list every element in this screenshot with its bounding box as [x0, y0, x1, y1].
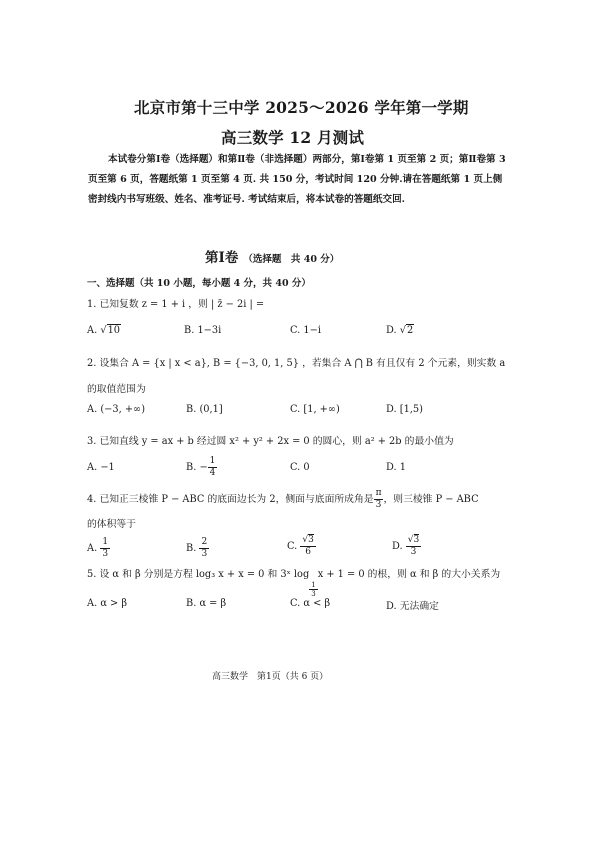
- q2-option-d-text: [1,5): [399, 404, 423, 415]
- q3-option-b: [186, 456, 217, 479]
- q3-option-a-text: −1: [100, 462, 115, 473]
- q4-option-d-fraction: $\frac{√3}{3}$: [407, 535, 420, 557]
- q1-option-a-label: A.: [87, 325, 98, 336]
- q5-log-base: $\frac{1}{3}$: [311, 581, 316, 598]
- q4-option-b-label: B.: [186, 543, 197, 554]
- q5-option-a-text: α > β: [100, 598, 128, 609]
- q5-stem-part1: 5. 设 α 和 β 分别是方程 log₃ x + x = 0 和 3ˣ log: [87, 569, 310, 580]
- q2-option-c-text: [1, +∞): [303, 404, 340, 415]
- exam-title-line1: 北京市第十三中学 2025～2026 学年第一学期: [134, 98, 469, 117]
- part1-title: 第Ⅰ卷: [205, 250, 239, 266]
- q4-stem-part2: ，则三棱锥 P − ABC: [383, 494, 479, 505]
- exam-title-line2: 高三数学 12 月测试: [221, 128, 365, 147]
- q1-option-b-text: 1−3i: [197, 325, 222, 336]
- q2-option-b: [186, 404, 223, 415]
- q3-option-d: [386, 462, 406, 473]
- q4-option-d-label: D.: [392, 541, 403, 552]
- q3-option-b-fraction: $\frac{1}{4}$: [209, 456, 216, 478]
- question-2-stem-cont: 的取值范围为: [87, 384, 146, 395]
- q3-option-d-text: 1: [399, 462, 406, 473]
- q1-option-c: [290, 325, 321, 336]
- q5-option-c: [290, 598, 330, 609]
- q1-option-c-label: C.: [290, 325, 301, 336]
- q5-option-b-text: α = β: [199, 598, 227, 609]
- q1-option-d-sqrt: √2: [399, 325, 414, 336]
- q4-option-c: [287, 535, 316, 558]
- question-3-stem: 3. 已知直线 y = ax + b 经过圆 x² + y² + 2x = 0 的圆心，则 a² + 2b 的最小值为: [87, 436, 454, 447]
- q2-option-b-label: B.: [186, 404, 197, 415]
- q4-option-c-label: C.: [287, 541, 298, 552]
- q1-option-b: [184, 325, 221, 336]
- page-footer: 高三数学 第1页（共 6 页）: [212, 672, 329, 682]
- q5-option-a-label: A.: [87, 598, 98, 609]
- q1-option-a: [87, 325, 121, 336]
- q1-option-d-label: D.: [386, 325, 397, 336]
- q3-option-c-label: C.: [290, 462, 301, 473]
- q2-option-d: [386, 404, 423, 415]
- q3-option-b-sign: −: [199, 462, 208, 473]
- q1-option-c-text: 1−i: [303, 325, 321, 336]
- q3-option-a: [87, 462, 115, 473]
- q3-option-c-text: 0: [303, 462, 310, 473]
- q4-option-a: [87, 537, 110, 560]
- q5-option-b-label: B.: [186, 598, 197, 609]
- q1-option-a-sqrt: √10: [100, 325, 121, 336]
- q1-option-b-label: B.: [184, 325, 195, 336]
- part1-heading: [205, 246, 339, 266]
- q3-option-d-label: D.: [386, 462, 397, 473]
- section1-heading: 一、选择题（共 10 小题，每小题 4 分，共 40 分）: [87, 278, 311, 289]
- q5-option-d-label: D.: [386, 601, 397, 612]
- question-5-stem: [87, 566, 500, 598]
- q2-option-a-label: A.: [87, 404, 98, 415]
- question-1-stem: 1. 已知复数 z = 1 + i ，则 | z̄ − 2i | =: [87, 299, 265, 310]
- q1-option-d: [386, 325, 414, 336]
- q5-option-a: [87, 598, 127, 609]
- q4-option-a-fraction: $\frac{1}{3}$: [102, 537, 109, 559]
- q4-option-c-fraction: $\frac{√3}{6}$: [302, 535, 314, 557]
- q4-option-a-label: A.: [87, 543, 98, 554]
- q4-option-b: [186, 537, 209, 560]
- q5-option-b: [186, 598, 226, 609]
- exam-instructions: 本试卷分第Ⅰ卷（选择题）和第Ⅱ卷（非选择题）两部分，第Ⅰ卷第 1 页至第 2 页；第Ⅱ卷第 3 页至第 6 页，答题纸第 1 页至第 4 页. 共 150 分，考试时间 120 分钟.请在答题纸第 1 页上侧密封线内书写班级、姓名、准考证号. 考试结束后，将本试卷的答题纸交回.: [88, 154, 506, 205]
- q4-option-d: [392, 535, 421, 558]
- question-4-stem-cont: 的体积等于: [87, 519, 136, 530]
- q4-option-b-fraction: $\frac{2}{3}$: [201, 537, 208, 559]
- q2-option-a: [87, 404, 145, 415]
- q4-stem-part1: 4. 已知正三棱锥 P − ABC 的底面边长为 2，侧面与底面所成角是: [87, 494, 374, 505]
- q2-option-b-text: (0,1]: [199, 404, 223, 415]
- question-2-stem: 2. 设集合 A = {x | x < a}, B = {−3, 0, 1, 5} ，若集合 A ⋂ B 有且仅有 2 个元素，则实数 a: [87, 358, 506, 369]
- q5-option-d-text: 无法确定: [399, 601, 439, 612]
- q2-option-d-label: D.: [386, 404, 397, 415]
- q5-option-c-label: C.: [290, 598, 301, 609]
- question-4-stem: [87, 488, 479, 511]
- q5-option-c-text: α < β: [303, 598, 331, 609]
- part1-subtitle: （选择题 共 40 分）: [243, 254, 340, 265]
- q5-stem-part2: x + 1 = 0 的根，则 α 和 β 的大小关系为: [317, 569, 501, 580]
- q5-option-d: [386, 598, 439, 612]
- q3-option-a-label: A.: [87, 462, 98, 473]
- q2-option-c-label: C.: [290, 404, 301, 415]
- q4-stem-fraction: $\frac{\pi}{3}$: [375, 488, 382, 510]
- q2-option-c: [290, 404, 340, 415]
- q3-option-b-label: B.: [186, 462, 197, 473]
- q2-option-a-text: (−3, +∞): [100, 404, 146, 415]
- q3-option-c: [290, 462, 310, 473]
